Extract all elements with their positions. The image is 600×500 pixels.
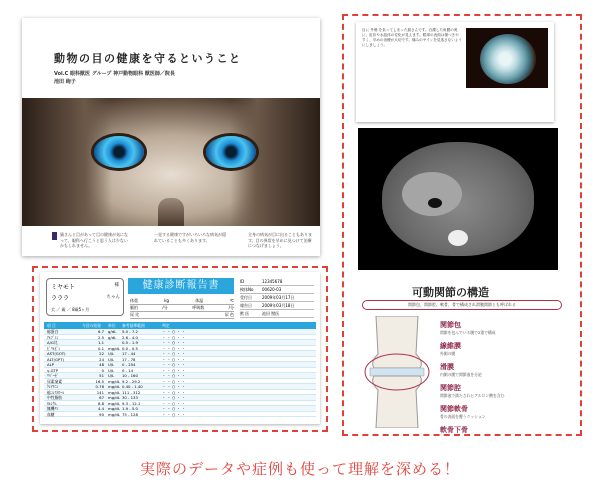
- col-judge: 判定: [162, 322, 170, 328]
- cell-unit: mg/dL: [108, 384, 120, 389]
- cell-value: 24: [99, 356, 104, 362]
- cell-unit: mg/dL: [108, 411, 120, 417]
- cell-unit: g/dL: [108, 334, 117, 340]
- col-result: 今回の結果: [82, 322, 101, 328]
- cell-value: 141: [96, 389, 104, 395]
- cell-value: 22: [99, 351, 104, 356]
- cat-photo: [22, 98, 320, 226]
- case-page: [356, 22, 554, 122]
- article-title: 動物の目の健康を守るということ: [54, 52, 242, 65]
- cell-value: 1.1: [97, 340, 104, 345]
- cell-name: A/G比: [47, 340, 58, 345]
- cell-judge: ・ ・ ○ ・ ・: [162, 345, 186, 351]
- cell-name: ALT(GPT): [47, 356, 65, 362]
- cell-name: AST(GOT): [47, 351, 66, 356]
- cell-value: 0.1: [97, 345, 104, 351]
- cell-name: ﾘﾊﾟｰｾﾞ: [47, 373, 59, 378]
- joint-title: 可動関節の構造: [412, 286, 489, 299]
- cell-name: 総蛋白: [47, 329, 59, 334]
- cell-value: 0: [101, 367, 104, 373]
- cell-value: 16.5: [95, 378, 104, 384]
- article-column-2: [154, 232, 226, 243]
- cell-value: 67: [99, 395, 104, 400]
- vitals-row-2: [130, 305, 234, 312]
- cell-range: 0.0 - 0.5: [122, 345, 138, 351]
- vitals-row-1: [130, 298, 234, 305]
- cell-name: 無機ﾘﾝ: [47, 406, 59, 411]
- cell-name: 血糖: [47, 411, 55, 417]
- cell-judge: ・ ・ ○ ・ ・: [162, 334, 186, 340]
- cell-range: 0.40 - 1.40: [122, 384, 143, 389]
- patient-sex-age: 犬 ／ 歳 ／ 8歳5ヶ月: [51, 307, 90, 312]
- lower-bone: [373, 376, 422, 428]
- cell-unit: U/L: [108, 362, 115, 367]
- info-row: [240, 302, 314, 310]
- report-title: [128, 278, 234, 294]
- joint-subtitle: [362, 300, 562, 310]
- cell-judge: ・ ・ ○ ・ ・: [162, 406, 186, 411]
- info-row: [240, 286, 314, 294]
- vital-weight: 体重: [130, 298, 138, 303]
- health-report: [40, 272, 320, 424]
- column-marker-icon: [52, 232, 57, 240]
- info-row: [240, 310, 314, 318]
- cat-right-eye: [206, 136, 256, 168]
- patient-owner: ミヤモト: [51, 284, 76, 291]
- info-label: 検体No: [240, 287, 254, 292]
- article-column-text-3: 全身の病気が目に出ることもあります。目の異常を早めに見つけて治療につなげましょう。: [248, 232, 312, 248]
- info-value: 池田 獣医: [262, 311, 280, 316]
- cell-name: γ-GTP: [47, 367, 59, 373]
- cell-range: 0.5 - 1.9: [122, 340, 138, 345]
- info-row: [240, 278, 314, 286]
- cell-judge: ・ ・ ○ ・ ・: [162, 400, 186, 406]
- cell-range: 111 - 312: [122, 389, 141, 395]
- vital-urine-sg: 尿 比: [130, 312, 140, 317]
- info-value: 2009年03月17日: [262, 295, 295, 300]
- article-author: 池田 絢子: [54, 79, 76, 85]
- joint-page: [352, 276, 574, 434]
- info-label: 報告日: [240, 303, 252, 308]
- info-value: 2009年03月18日: [262, 303, 295, 308]
- col-unit: 単位: [108, 322, 116, 328]
- cell-unit: U/L: [108, 373, 115, 378]
- info-label: 獣 医: [240, 311, 250, 316]
- joint-label-main: 滑膜: [440, 363, 454, 371]
- col-item: 項 目: [47, 322, 56, 328]
- cell-range: 17 - 44: [122, 351, 136, 356]
- joint-label-sub: 関節を包んでいる膜で2重で構成: [440, 330, 496, 335]
- patient-pet: ラララ: [51, 295, 70, 302]
- cell-name: ｸﾚｱﾁﾆﾝ: [47, 384, 59, 389]
- vital-kg: kg: [164, 298, 170, 303]
- ct-spine: [448, 230, 468, 246]
- joint-subtitle-text: 関節包、関節腔、軟骨、骨で構成され滑膜関節とも呼ばれる: [408, 302, 516, 307]
- cell-value: 6.7: [97, 329, 104, 334]
- joint-label: [440, 425, 570, 435]
- cell-value: 2.5: [97, 334, 104, 340]
- cell-judge: ・ ・ ○ ・ ・: [162, 329, 186, 334]
- vital-pulse: 脈拍: [130, 305, 138, 310]
- article-column-3: [248, 232, 312, 249]
- joint-label-sub: 内側の膜で関節液を分泌: [440, 372, 482, 377]
- cell-judge: ・ ・ ○ ・ ・: [162, 389, 186, 395]
- cell-range: 2.6 - 4.0: [122, 334, 138, 340]
- vital-temp: 体温: [195, 298, 204, 303]
- cell-judge: ・ ・ ○ ・ ・: [162, 395, 186, 400]
- cell-range: 1.9 - 5.0: [122, 406, 138, 411]
- cell-value: 48: [99, 362, 104, 367]
- joint-cavity: [370, 368, 424, 376]
- report-title-text: 健康診断報告書: [142, 280, 220, 291]
- cell-range: 10 - 160: [122, 373, 138, 378]
- ct-liver: [402, 172, 462, 216]
- vital-per-min: /分: [162, 305, 168, 310]
- results-table: [44, 329, 316, 417]
- cell-value: 4.4: [97, 406, 104, 411]
- vital-per-min-2: /分: [228, 305, 234, 310]
- joint-label-sub: 関節液で満たされヒアルロン酸を含む: [440, 393, 505, 398]
- vital-resp: 呼吸数: [192, 305, 205, 310]
- joint-label-sub: 骨の表面を覆うクッション: [440, 414, 486, 419]
- vital-urine-color: 尿 色: [224, 312, 234, 317]
- eye-cornea: [480, 34, 536, 84]
- cell-value: 0.78: [95, 384, 104, 389]
- joint-label: [440, 362, 570, 378]
- cell-range: 17 - 78: [122, 356, 136, 362]
- case-text: 目に 外傷 を負ってしまった猫さんです。白濁した角膜の奥に、虹彩や水晶体の変化が見えます。眼球の表面は傷つきやすく、早めの治療が大切です。痛みのサインを見逃さないようにしましょう。: [362, 28, 463, 47]
- cell-unit: g/dL: [108, 329, 117, 334]
- cell-name: 中性脂肪: [47, 395, 63, 400]
- joint-label-main: 線維膜: [440, 342, 461, 350]
- cell-value: 51: [99, 373, 104, 378]
- cell-name: ｶﾙｼｳﾑ: [47, 400, 57, 406]
- joint-label: [440, 383, 570, 399]
- cat-left-eye: [94, 136, 144, 168]
- cell-name: ｱﾙﾌﾞﾐﾝ: [47, 334, 59, 340]
- cell-range: 5.0 - 7.2: [122, 329, 138, 334]
- cell-range: 9.2 - 29.2: [122, 378, 141, 384]
- table-row: [44, 412, 316, 418]
- article-column-text-1: 猫さんと目があって目の健康が気になって、眼科へ行こうと思う人は少ないかもしれません。: [60, 232, 128, 248]
- article-column-1: [60, 232, 128, 249]
- cell-unit: mg/dL: [108, 389, 120, 395]
- cell-range: 0 - 254: [122, 362, 136, 367]
- joint-illustration: [362, 316, 432, 428]
- cell-unit: [108, 340, 122, 345]
- cell-judge: ・ ・ ○ ・ ・: [162, 340, 186, 345]
- cell-unit: U/L: [108, 367, 115, 373]
- ct-scan-image: [358, 128, 558, 270]
- cell-judge: ・ ・ ○ ・ ・: [162, 384, 186, 389]
- info-label: ID: [240, 279, 245, 284]
- cell-unit: mg/dL: [108, 345, 120, 351]
- cell-judge: ・ ・ ○ ・ ・: [162, 367, 186, 373]
- cell-value: 90: [99, 411, 104, 417]
- cell-range: 30 - 133: [122, 395, 138, 400]
- cell-unit: mg/dL: [108, 400, 120, 406]
- joint-label-main: 軟骨下骨: [440, 426, 468, 434]
- joint-label-sub: 外側の膜: [440, 351, 456, 356]
- cell-range: 0 - 14: [122, 367, 134, 373]
- report-info: [240, 278, 314, 318]
- info-row: [240, 294, 314, 302]
- owner-honorific: 様: [114, 283, 119, 288]
- cell-unit: U/L: [108, 356, 115, 362]
- joint-label-main: 関節包: [440, 321, 461, 329]
- results-header: [44, 322, 316, 329]
- info-label: 受付日: [240, 295, 252, 300]
- cell-judge: ・ ・ ○ ・ ・: [162, 378, 186, 384]
- col-range: 参考基準範囲: [122, 322, 145, 328]
- cell-name: ﾋﾞﾘﾙﾋﾞﾝ: [47, 345, 61, 351]
- cell-judge: ・ ・ ○ ・ ・: [162, 362, 186, 367]
- upper-bone: [373, 316, 422, 368]
- joint-label: [440, 320, 570, 336]
- cell-value: 8.8: [97, 400, 104, 406]
- cell-unit: mg/dL: [108, 406, 120, 411]
- article-column-text-2: 一見する健康ですがいろいろな病気が隠れていることも多くあります。: [154, 232, 226, 243]
- pet-honorific: ちゃん: [106, 295, 120, 300]
- joint-label-main: 関節腔: [440, 384, 461, 392]
- cell-range: 75 - 128: [122, 411, 138, 417]
- cell-name: ALP: [47, 362, 55, 367]
- cell-name: 尿素窒素: [47, 378, 63, 384]
- cell-unit: U/L: [108, 351, 115, 356]
- cell-judge: ・ ・ ○ ・ ・: [162, 356, 186, 362]
- info-value: 12345678: [262, 279, 283, 284]
- eye-photo: [466, 28, 548, 88]
- vitals-row-3: [130, 312, 234, 319]
- joint-label: [440, 341, 570, 357]
- article-spread: [22, 18, 320, 256]
- cell-judge: ・ ・ ○ ・ ・: [162, 351, 186, 356]
- cell-judge: ・ ・ ○ ・ ・: [162, 373, 186, 378]
- cell-unit: mg/dL: [108, 395, 120, 400]
- article-byline: Vol.C 眼科獣医 グループ 神戸動物眼科 獣医師／院長: [54, 71, 175, 77]
- joint-label-main: 関節軟骨: [440, 405, 468, 413]
- cell-judge: ・ ・ ○ ・ ・: [162, 411, 186, 417]
- cell-range: 9.3 - 12.1: [122, 400, 141, 406]
- patient-box: [46, 278, 124, 316]
- joint-labels: [440, 320, 570, 440]
- cell-unit: mg/dL: [108, 378, 120, 384]
- bottom-caption: 実際のデータや症例も使って理解を深める！: [139, 460, 460, 478]
- info-value: 00620-03: [262, 287, 282, 292]
- vital-c: ℃: [229, 298, 234, 303]
- joint-label: [440, 404, 570, 420]
- cat-nose: [158, 198, 184, 226]
- cell-name: 総ｺﾚｽﾃﾛｰﾙ: [47, 389, 65, 395]
- ct-gas: [428, 198, 442, 208]
